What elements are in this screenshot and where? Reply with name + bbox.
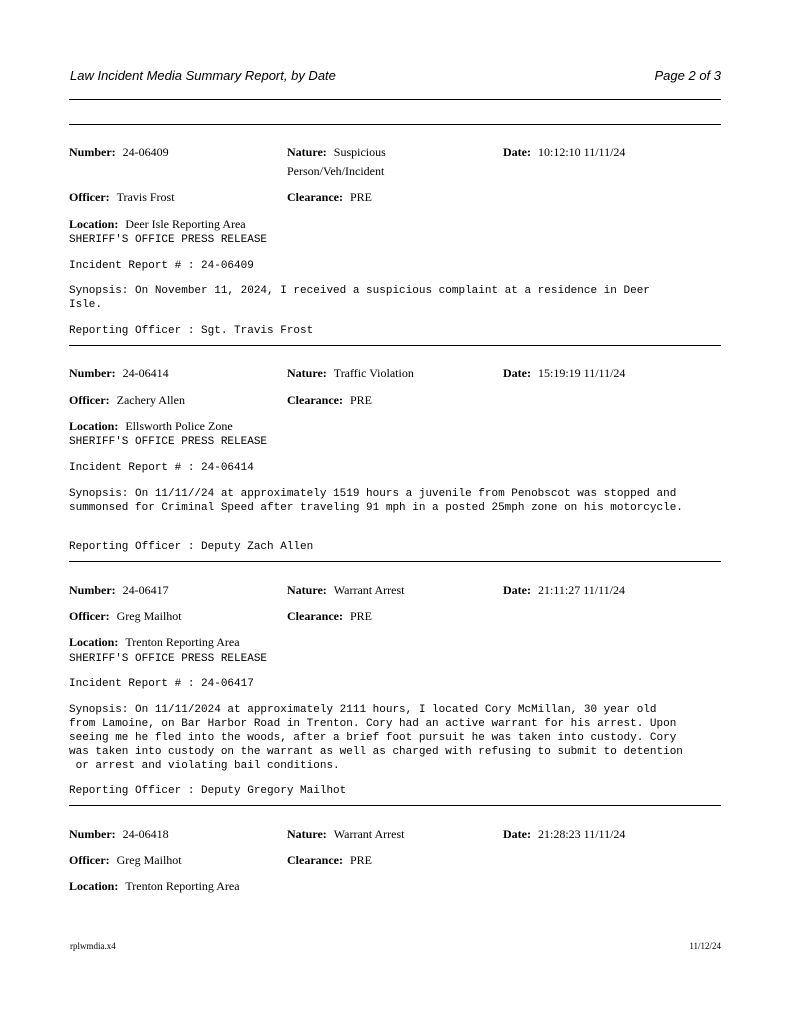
number-value: 24-06418	[122, 827, 169, 841]
incident-location	[69, 417, 233, 436]
press-release-heading: SHERIFF'S OFFICE PRESS RELEASE	[69, 653, 268, 665]
nature-value: Warrant Arrest	[333, 827, 405, 841]
reporting-officer: Reporting Officer : Sgt. Travis Frost	[69, 325, 314, 337]
nature-value: Suspicious	[333, 145, 386, 159]
clearance-value: PRE	[349, 609, 372, 623]
reporting-officer: Reporting Officer : Deputy Gregory Mailhot	[69, 785, 347, 797]
incident-clearance	[287, 607, 372, 626]
officer-value: Greg Mailhot	[116, 853, 182, 867]
incident-number	[69, 143, 169, 162]
incident-nature	[287, 143, 386, 181]
incident-synopsis: Synopsis: On 11/11//24 at approximately 1519 hours a juvenile from Penobscot was stopped and summonsed for Criminal Speed after traveling 91 mph in a posted 25mph zone on his motorcycle.	[69, 488, 683, 514]
officer-label: Officer:	[69, 609, 110, 623]
incident-synopsis: Synopsis: On November 11, 2024, I received a suspicious complaint at a residence in Deer Isle.	[69, 285, 650, 311]
incident-clearance	[287, 188, 372, 207]
date-label: Date:	[503, 366, 531, 380]
press-release-heading: SHERIFF'S OFFICE PRESS RELEASE	[69, 436, 268, 448]
incident-date	[503, 581, 625, 600]
incident-number	[69, 364, 169, 383]
page-indicator: Page 2 of 3	[654, 68, 721, 83]
date-label: Date:	[503, 827, 531, 841]
number-label: Number:	[69, 145, 116, 159]
officer-value: Greg Mailhot	[116, 609, 182, 623]
incident-report-number: Incident Report # : 24-06417	[69, 678, 254, 690]
clearance-value: PRE	[349, 393, 372, 407]
date-value: 21:28:23 11/11/24	[537, 827, 626, 841]
number-label: Number:	[69, 583, 116, 597]
location-value: Trenton Reporting Area	[125, 635, 240, 649]
clearance-label: Clearance:	[287, 190, 343, 204]
location-label: Location:	[69, 419, 119, 433]
incident-report-number: Incident Report # : 24-06409	[69, 260, 254, 272]
incident-report-number: Incident Report # : 24-06414	[69, 462, 254, 474]
press-release-heading: SHERIFF'S OFFICE PRESS RELEASE	[69, 234, 268, 246]
incident-divider	[69, 561, 721, 562]
clearance-label: Clearance:	[287, 609, 343, 623]
incident-officer	[69, 391, 185, 410]
number-label: Number:	[69, 827, 116, 841]
number-value: 24-06414	[122, 366, 169, 380]
incident-officer	[69, 188, 175, 207]
officer-value: Travis Frost	[116, 190, 175, 204]
incident-location	[69, 633, 240, 652]
incident-location	[69, 877, 240, 896]
nature-label: Nature:	[287, 366, 327, 380]
nature-label: Nature:	[287, 827, 327, 841]
incident-date	[503, 364, 625, 383]
number-value: 24-06409	[122, 145, 169, 159]
location-value: Trenton Reporting Area	[125, 879, 240, 893]
date-value: 15:19:19 11/11/24	[537, 366, 626, 380]
officer-value: Zachery Allen	[116, 393, 185, 407]
incident-nature	[287, 364, 414, 383]
clearance-label: Clearance:	[287, 393, 343, 407]
reporting-officer: Reporting Officer : Deputy Zach Allen	[69, 541, 314, 553]
incident-number	[69, 581, 169, 600]
incident-divider	[69, 345, 721, 346]
number-value: 24-06417	[122, 583, 169, 597]
header-divider	[69, 99, 721, 100]
clearance-label: Clearance:	[287, 853, 343, 867]
nature-value: Traffic Violation	[333, 366, 414, 380]
number-label: Number:	[69, 366, 116, 380]
officer-label: Officer:	[69, 190, 110, 204]
clearance-value: PRE	[349, 853, 372, 867]
print-date: 11/12/24	[689, 941, 721, 951]
officer-label: Officer:	[69, 393, 110, 407]
nature-value: Warrant Arrest	[333, 583, 405, 597]
incident-date	[503, 143, 625, 162]
nature-label: Nature:	[287, 583, 327, 597]
incident-clearance	[287, 391, 372, 410]
date-label: Date:	[503, 583, 531, 597]
incident-date	[503, 825, 625, 844]
location-label: Location:	[69, 217, 119, 231]
report-code: rplwmdia.x4	[70, 941, 116, 951]
officer-label: Officer:	[69, 853, 110, 867]
incident-officer	[69, 851, 182, 870]
incident-divider	[69, 805, 721, 806]
incident-number	[69, 825, 169, 844]
clearance-value: PRE	[349, 190, 372, 204]
date-value: 21:11:27 11/11/24	[537, 583, 625, 597]
date-label: Date:	[503, 145, 531, 159]
incident-nature	[287, 825, 404, 844]
incident-nature	[287, 581, 404, 600]
nature-value-continued: Person/Veh/Incident	[287, 164, 385, 178]
location-value: Ellsworth Police Zone	[125, 419, 233, 433]
date-value: 10:12:10 11/11/24	[537, 145, 626, 159]
incident-officer	[69, 607, 182, 626]
incident-synopsis: Synopsis: On 11/11/2024 at approximately 2111 hours, I located Cory McMillan, 30 year old from Lamoine, on Bar Harbor Road in Trenton. Cory had an active warrant for his arrest. Upon seeing me he fled into the woods, after a brief foot pursuit he was taken into custody. Cory was taken into custody on the warrant as well as charged with refusing to submit to detention or arrest and violating bail conditions.	[69, 704, 683, 772]
incident-location	[69, 215, 246, 234]
location-label: Location:	[69, 635, 119, 649]
location-value: Deer Isle Reporting Area	[125, 217, 246, 231]
section-divider	[69, 124, 721, 125]
nature-label: Nature:	[287, 145, 327, 159]
report-title: Law Incident Media Summary Report, by Date	[70, 68, 336, 83]
location-label: Location:	[69, 879, 119, 893]
incident-clearance	[287, 851, 372, 870]
